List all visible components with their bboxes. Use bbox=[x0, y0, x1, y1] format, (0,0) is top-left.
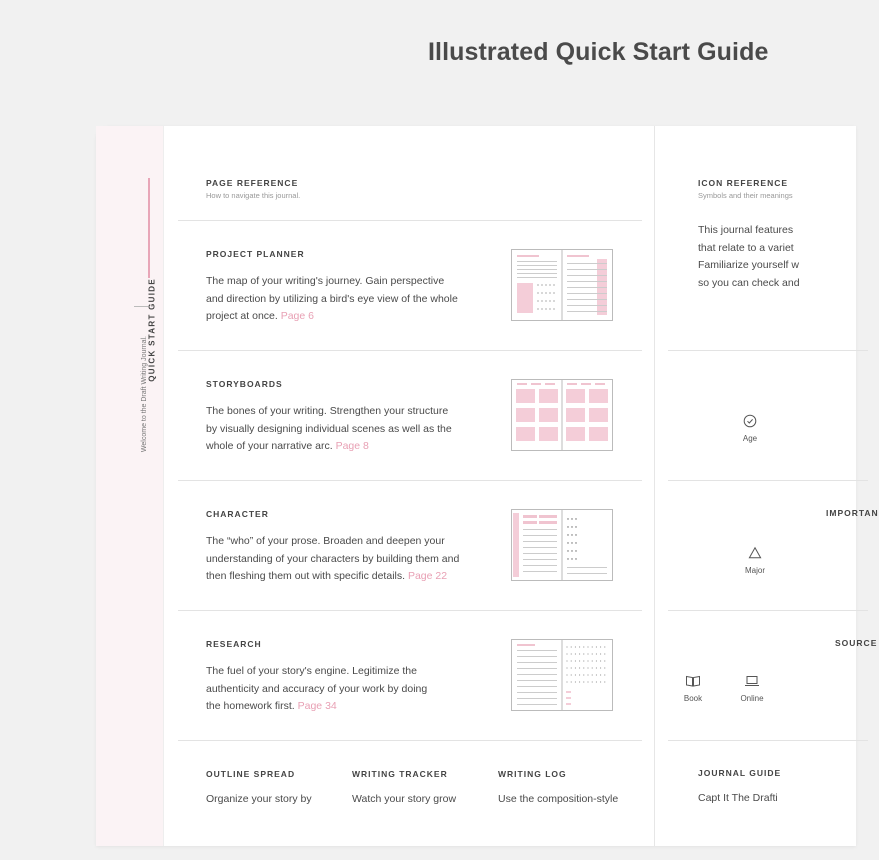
entry-title: RESEARCH bbox=[206, 639, 262, 649]
entry-character bbox=[178, 480, 642, 610]
grid-dot bbox=[566, 674, 567, 675]
sidebar-tab-label: QUICK START GUIDE bbox=[148, 278, 157, 382]
grid-dot bbox=[592, 653, 593, 654]
separator bbox=[668, 610, 868, 611]
grid-dot bbox=[600, 646, 601, 647]
sidebar-divider bbox=[134, 306, 148, 307]
entry-title: CHARACTER bbox=[206, 509, 269, 519]
clock-check-icon bbox=[743, 414, 757, 428]
page-link[interactable]: Page 8 bbox=[335, 440, 369, 452]
sources-heading: SOURCE bbox=[835, 638, 878, 648]
writing-tracker-desc: Watch your story grow bbox=[352, 793, 457, 805]
grid-dot bbox=[604, 653, 605, 654]
grid-dot bbox=[566, 646, 567, 647]
grid-dot bbox=[600, 681, 601, 682]
grid-dot bbox=[592, 667, 593, 668]
grid-dot bbox=[571, 667, 572, 668]
laptop-icon bbox=[744, 674, 760, 688]
grid-dot bbox=[583, 646, 584, 647]
research-thumbnail bbox=[511, 639, 613, 711]
entry-description bbox=[206, 403, 478, 456]
grid-dot bbox=[587, 646, 588, 647]
grid-dot bbox=[579, 646, 580, 647]
icon-reference-column bbox=[668, 126, 879, 846]
grid-dot bbox=[604, 660, 605, 661]
grid-dot bbox=[575, 660, 576, 661]
desc-line: so you can check and bbox=[698, 276, 800, 289]
desc-line: The map of your writing's journey. Gain perspective bbox=[206, 275, 445, 287]
grid-dot bbox=[587, 667, 588, 668]
grid-dot bbox=[579, 660, 580, 661]
grid-dot bbox=[579, 653, 580, 654]
grid-dot bbox=[583, 681, 584, 682]
grid-dot bbox=[600, 660, 601, 661]
separator bbox=[668, 350, 868, 351]
bottom-entries bbox=[178, 740, 642, 860]
desc-line: then fleshing them out with specific details. bbox=[206, 570, 406, 582]
grid-dot bbox=[587, 660, 588, 661]
icon-reference-description bbox=[698, 222, 868, 292]
desc-line: whole of your narrative arc. bbox=[206, 440, 333, 452]
writing-tracker-title: WRITING TRACKER bbox=[352, 769, 448, 779]
grid-dot bbox=[575, 646, 576, 647]
grid-dot bbox=[596, 667, 597, 668]
entry-title: PROJECT PLANNER bbox=[206, 249, 305, 259]
page-reference-header bbox=[206, 178, 300, 200]
grid-dot bbox=[596, 674, 597, 675]
grid-dot bbox=[604, 681, 605, 682]
book-icon bbox=[685, 674, 701, 688]
grid-dot bbox=[587, 653, 588, 654]
grid-dot bbox=[566, 667, 567, 668]
grid-dot bbox=[583, 667, 584, 668]
icon-reference-title: ICON REFERENCE bbox=[698, 178, 789, 188]
desc-line: understanding of your characters by building them and bbox=[206, 552, 460, 565]
separator bbox=[668, 480, 868, 481]
journal-guide-heading: JOURNAL GUIDE bbox=[698, 768, 782, 778]
writing-log-title: WRITING LOG bbox=[498, 769, 567, 779]
grid-dot bbox=[596, 646, 597, 647]
grid-dot bbox=[579, 681, 580, 682]
grid-dot bbox=[583, 653, 584, 654]
grid-dot bbox=[592, 681, 593, 682]
character-thumbnail bbox=[511, 509, 613, 581]
storyboard-thumbnail bbox=[511, 379, 613, 451]
grid-dot bbox=[596, 681, 597, 682]
grid-dot bbox=[604, 674, 605, 675]
grid-dot bbox=[566, 653, 567, 654]
grid-dot bbox=[583, 660, 584, 661]
sidebar-tab[interactable] bbox=[134, 178, 157, 382]
page-link[interactable]: Page 6 bbox=[280, 310, 314, 322]
grid-dot bbox=[600, 667, 601, 668]
entry-description bbox=[206, 533, 478, 586]
separator bbox=[668, 740, 868, 741]
grid-dot bbox=[571, 646, 572, 647]
grid-dot bbox=[566, 660, 567, 661]
grid-dot bbox=[571, 660, 572, 661]
grid-dot bbox=[592, 674, 593, 675]
grid-dot bbox=[587, 681, 588, 682]
page-link[interactable]: Page 22 bbox=[407, 570, 448, 582]
grid-dot bbox=[600, 674, 601, 675]
grid-dot bbox=[575, 653, 576, 654]
entry-description bbox=[206, 663, 478, 716]
page-reference-column bbox=[178, 126, 642, 846]
grid-dot bbox=[571, 674, 572, 675]
sidebar-subtitle-wrap bbox=[136, 336, 148, 486]
page-title: Illustrated Quick Start Guide bbox=[428, 38, 769, 66]
age-label: Age bbox=[742, 434, 758, 443]
grid-dot bbox=[596, 653, 597, 654]
grid-dot bbox=[604, 667, 605, 668]
grid-dot bbox=[571, 653, 572, 654]
desc-line: The fuel of your story's engine. Legitimize the bbox=[206, 665, 417, 677]
desc-line: project at once. bbox=[206, 310, 278, 322]
grid-dot bbox=[575, 681, 576, 682]
book-label: Book bbox=[683, 694, 703, 703]
grid-dot bbox=[596, 660, 597, 661]
grid-dot bbox=[566, 681, 567, 682]
book-icon-cell bbox=[668, 674, 718, 703]
sidebar bbox=[96, 126, 164, 846]
writing-log-desc: Use the composition-style bbox=[498, 793, 619, 805]
sidebar-subtitle: Welcome to the Draft Writing Journal. bbox=[141, 336, 148, 453]
grid-dot bbox=[579, 674, 580, 675]
desc-line: Familiarize yourself w bbox=[698, 259, 799, 271]
desc-line: This journal features bbox=[698, 224, 794, 236]
column-divider bbox=[654, 126, 655, 846]
desc-line: by visually designing individual scenes as well as the bbox=[206, 422, 452, 435]
grid-dot bbox=[575, 667, 576, 668]
desc-line: the homework first. bbox=[206, 700, 295, 712]
age-icon-cell bbox=[730, 414, 770, 443]
grid-dot bbox=[592, 660, 593, 661]
grid-dot bbox=[583, 674, 584, 675]
entry-research bbox=[178, 610, 642, 740]
online-label: Online bbox=[740, 694, 764, 703]
desc-line: that relate to a variet bbox=[698, 241, 794, 254]
online-icon-cell bbox=[730, 674, 774, 703]
grid-dot bbox=[604, 646, 605, 647]
major-label: Major bbox=[744, 566, 765, 575]
entry-description bbox=[206, 273, 478, 326]
desc-line: The “who” of your prose. Broaden and deepen your bbox=[206, 535, 445, 547]
desc-line: The bones of your writing. Strengthen your structure bbox=[206, 405, 449, 417]
grid-dot bbox=[579, 667, 580, 668]
grid-dot bbox=[587, 674, 588, 675]
icon-reference-header bbox=[698, 178, 793, 200]
desc-line: and direction by utilizing a bird's eye view of the whole bbox=[206, 292, 458, 305]
triangle-icon bbox=[748, 546, 762, 560]
tab-underline bbox=[148, 178, 150, 278]
outline-spread-title: OUTLINE SPREAD bbox=[206, 769, 296, 779]
entry-storyboards bbox=[178, 350, 642, 480]
page-reference-subtitle: How to navigate this journal. bbox=[206, 191, 301, 200]
icon-reference-subtitle: Symbols and their meanings bbox=[698, 191, 793, 200]
grid-dot bbox=[600, 653, 601, 654]
grid-dot bbox=[592, 646, 593, 647]
page-reference-title: PAGE REFERENCE bbox=[206, 178, 299, 188]
grid-dot bbox=[571, 681, 572, 682]
page-link[interactable]: Page 34 bbox=[297, 700, 337, 712]
journal-guide-desc: Capt It The Drafti bbox=[698, 792, 778, 804]
major-icon-cell bbox=[735, 546, 775, 575]
entry-title: STORYBOARDS bbox=[206, 379, 283, 389]
entry-project-planner bbox=[178, 220, 642, 350]
planner-thumbnail bbox=[511, 249, 613, 321]
journal-spread bbox=[96, 126, 879, 846]
desc-line: authenticity and accuracy of your work by doing bbox=[206, 682, 428, 695]
grid-dot bbox=[575, 674, 576, 675]
outline-spread-desc: Organize your story by bbox=[206, 793, 312, 805]
importance-heading: IMPORTAN bbox=[826, 508, 879, 518]
